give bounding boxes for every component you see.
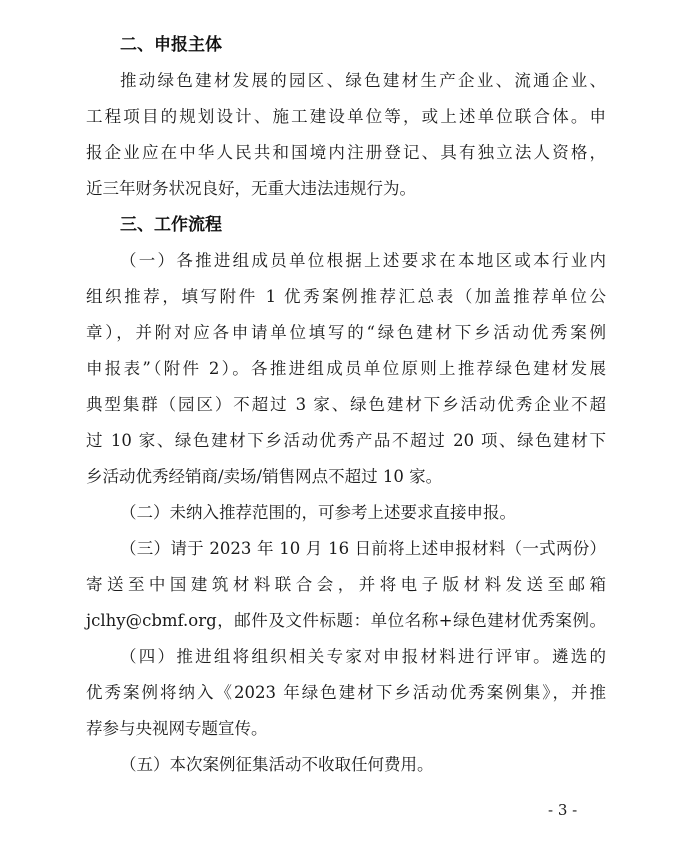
paragraph-line: 工程项目的规划设计、施工建设单位等，或上述单位联合体。申 <box>86 107 606 126</box>
paragraph-line: jclhy@cbmf.org，邮件及文件标题：单位名称+绿色建材优秀案例。 <box>86 611 606 630</box>
paragraph-line: 报企业应在中华人民共和国境内注册登记、具有独立法人资格， <box>86 143 606 162</box>
paragraph-line: 章），并附对应各申请单位填写的“绿色建材下乡活动优秀案例 <box>86 323 606 342</box>
paragraph-line: 推动绿色建材发展的园区、绿色建材生产企业、流通企业、 <box>120 71 606 90</box>
paragraph-line: 典型集群（园区）不超过 3 家、绿色建材下乡活动优秀企业不超 <box>86 395 606 414</box>
paragraph-line: （四）推进组将组织相关专家对申报材料进行评审。遴选的 <box>120 647 606 666</box>
page-number: - 3 - <box>548 801 578 819</box>
paragraph-line: （二）未纳入推荐范围的，可参考上述要求直接申报。 <box>120 503 516 522</box>
paragraph-line: 申报表”（附件 2）。各推进组成员单位原则上推荐绿色建材发展 <box>86 359 606 378</box>
paragraph-line: 乡活动优秀经销商/卖场/销售网点不超过 10 家。 <box>86 467 443 486</box>
paragraph-line: 组织推荐，填写附件 1 优秀案例推荐汇总表（加盖推荐单位公 <box>86 287 606 306</box>
paragraph-line: （一）各推进组成员单位根据上述要求在本地区或本行业内 <box>120 251 606 270</box>
paragraph-line: （三）请于 2023 年 10 月 16 日前将上述申报材料（一式两份） <box>120 539 606 558</box>
paragraph-line: 寄送至中国建筑材料联合会，并将电子版材料发送至邮箱 <box>86 575 606 594</box>
paragraph-line: 荐参与央视网专题宣传。 <box>86 719 268 738</box>
section-3-heading: 三、工作流程 <box>120 215 222 235</box>
paragraph-line: 过 10 家、绿色建材下乡活动优秀产品不超过 20 项、绿色建材下 <box>86 431 606 450</box>
paragraph-line: （五）本次案例征集活动不收取任何费用。 <box>120 755 434 774</box>
paragraph-line: 近三年财务状况良好，无重大违法违规行为。 <box>86 179 416 198</box>
paragraph-line: 优秀案例将纳入《2023 年绿色建材下乡活动优秀案例集》，并推 <box>86 683 606 702</box>
section-2-heading: 二、申报主体 <box>120 35 222 55</box>
